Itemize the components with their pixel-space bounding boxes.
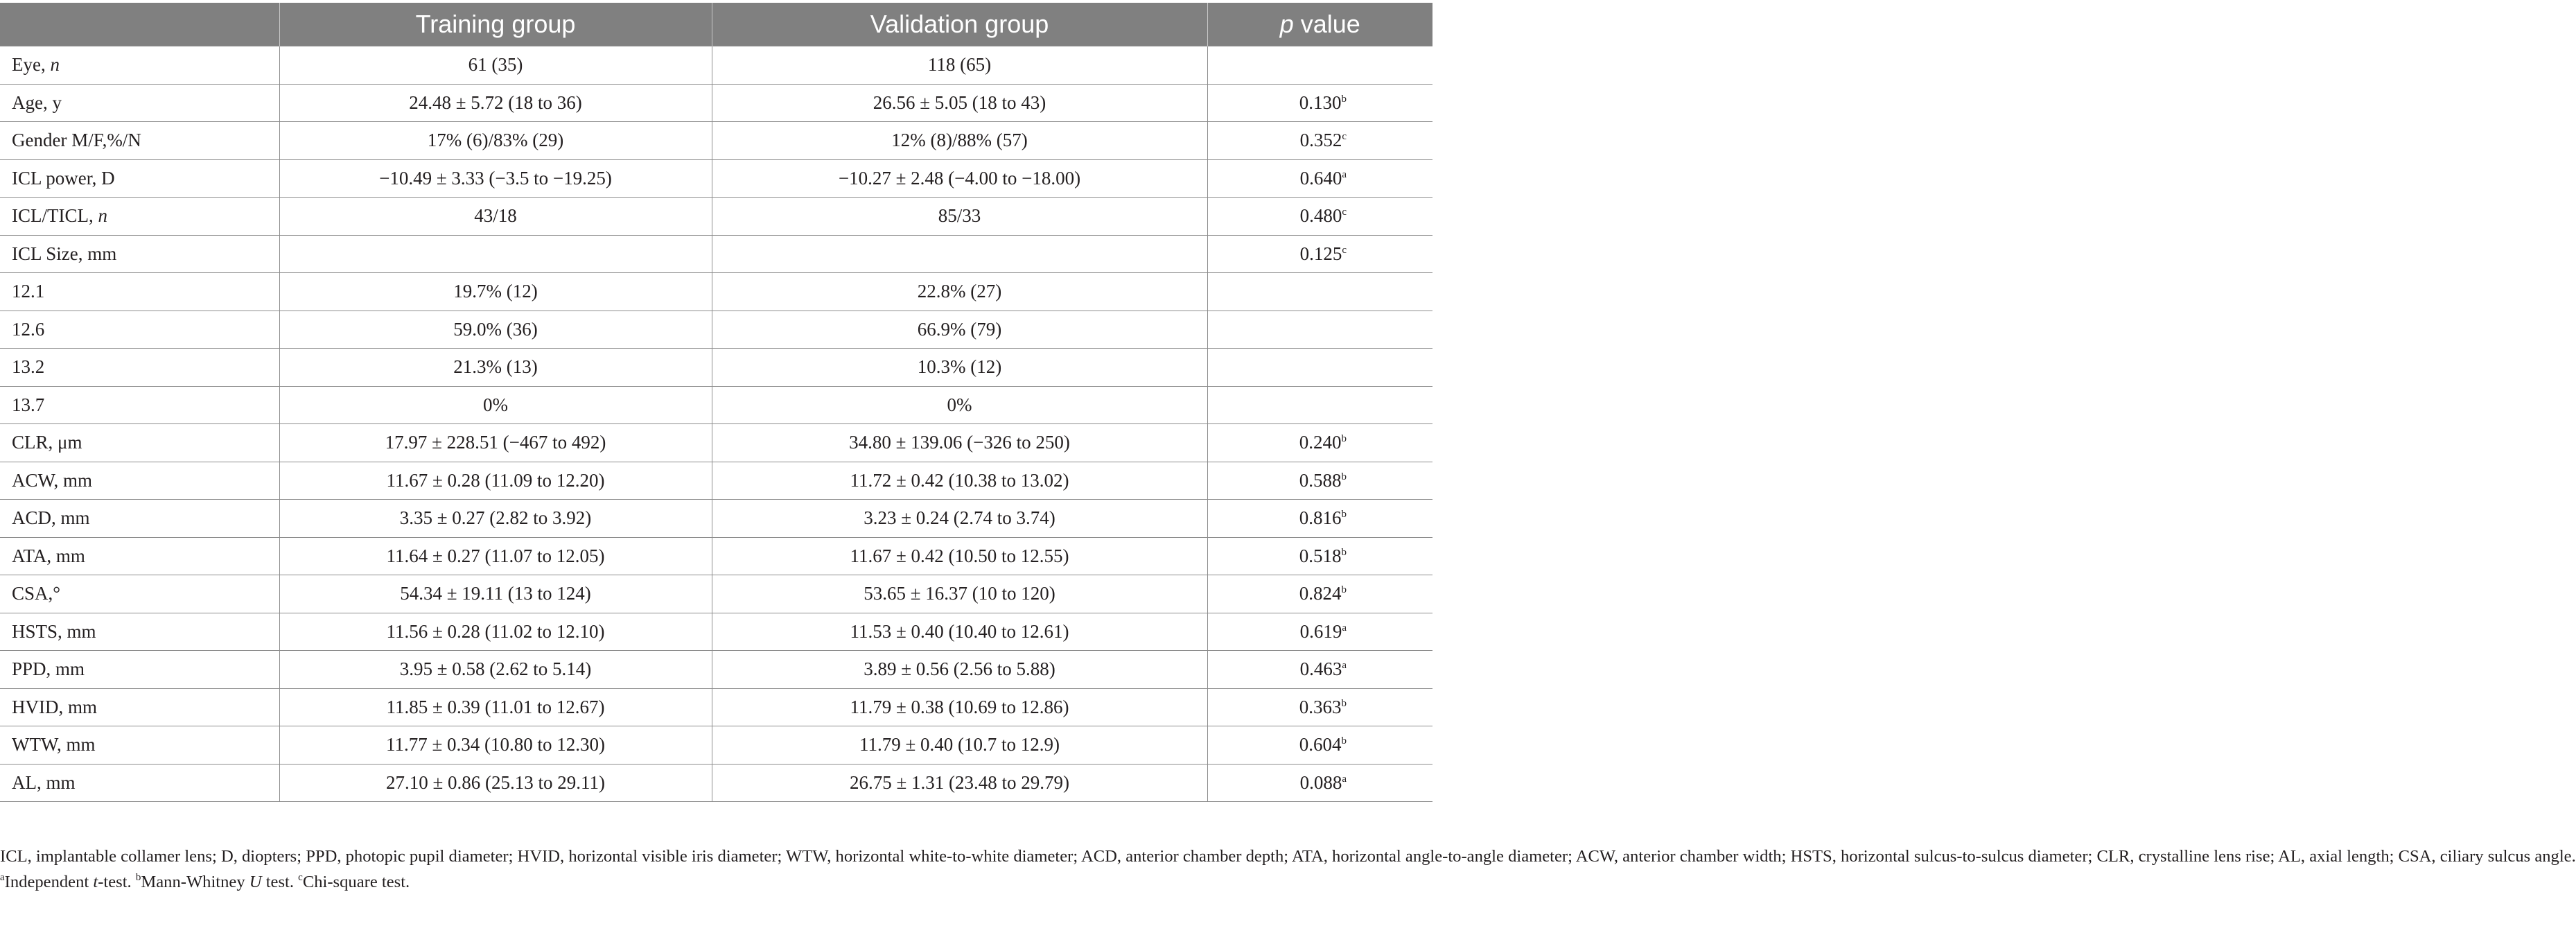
table-row <box>0 159 1432 198</box>
p-value-cell <box>1207 273 1432 311</box>
row-label-cell: ICL/TICL, n <box>0 198 279 236</box>
table-row <box>0 84 1432 122</box>
row-label-cell: 12.1 <box>0 273 279 311</box>
table-row <box>0 651 1432 689</box>
test-marker: c <box>1342 207 1347 218</box>
test-marker: b <box>1341 546 1347 558</box>
test-marker: a <box>1342 168 1347 180</box>
row-label-cell: HSTS, mm <box>0 613 279 651</box>
training-value-cell: 3.95 ± 0.58 (2.62 to 5.14) <box>279 651 712 689</box>
table-row <box>0 537 1432 575</box>
validation-value-cell: 12% (8)/88% (57) <box>712 122 1207 160</box>
table-row <box>0 726 1432 765</box>
training-value-cell: 27.10 ± 0.86 (25.13 to 29.11) <box>279 764 712 802</box>
validation-value-cell: 118 (65) <box>712 46 1207 85</box>
table-row <box>0 198 1432 236</box>
validation-value-cell: 26.56 ± 5.05 (18 to 43) <box>712 84 1207 122</box>
test-marker: a <box>1342 773 1347 785</box>
header-cell-training: Training group <box>279 3 712 46</box>
p-value-cell: 0.130$^b$ <box>1207 84 1432 122</box>
training-value-cell: 54.34 ± 19.11 (13 to 124) <box>279 575 712 613</box>
table-row <box>0 273 1432 311</box>
p-value-cell <box>1207 311 1432 349</box>
table-row <box>0 349 1432 387</box>
p-value-cell: 0.588$^b$ <box>1207 462 1432 500</box>
test-marker: a <box>1342 660 1347 672</box>
table-row <box>0 235 1432 273</box>
training-value-cell: 19.7% (12) <box>279 273 712 311</box>
test-marker: b <box>1341 471 1347 482</box>
validation-value-cell: −10.27 ± 2.48 (−4.00 to −18.00) <box>712 159 1207 198</box>
validation-value-cell: 3.23 ± 0.24 (2.74 to 3.74) <box>712 500 1207 538</box>
validation-value-cell: 11.67 ± 0.42 (10.50 to 12.55) <box>712 537 1207 575</box>
table-row <box>0 424 1432 462</box>
header-row <box>0 3 1432 46</box>
validation-value-cell: 85/33 <box>712 198 1207 236</box>
footnote-abbreviations: ICL, implantable collamer lens; D, diopters; PPD, photopic pupil diameter; HVID, horizontal visible iris diameter; WTW, horizontal white-to-white diameter; ACD, anterior chamber depth; ATA, horizontal angle-to-angle diameter; ACW, anterior chamber width; HSTS, horizontal sulcus-to-sulcus diameter; CLR, crystalline lens rise; AL, axial length; CSA, ciliary sulcus angle. <box>0 847 2576 866</box>
row-label-cell: ACD, mm <box>0 500 279 538</box>
table-row <box>0 613 1432 651</box>
test-marker: b <box>1341 433 1347 445</box>
row-label-cell: Gender M/F,%/N <box>0 122 279 160</box>
validation-value-cell: 11.72 ± 0.42 (10.38 to 13.02) <box>712 462 1207 500</box>
p-value-cell: 0.125$^c$ <box>1207 235 1432 273</box>
training-value-cell: 11.56 ± 0.28 (11.02 to 12.10) <box>279 613 712 651</box>
header-cell-p-value: p value <box>1207 3 1432 46</box>
data-table-container <box>0 3 1432 802</box>
p-value-cell <box>1207 349 1432 387</box>
row-label-cell: Age, y <box>0 84 279 122</box>
test-marker: b <box>1341 93 1347 105</box>
table-row <box>0 122 1432 160</box>
row-label-cell: HVID, mm <box>0 688 279 726</box>
footnote-marker: a <box>0 872 5 883</box>
training-value-cell: 17% (6)/83% (29) <box>279 122 712 160</box>
training-value-cell: 11.64 ± 0.27 (11.07 to 12.05) <box>279 537 712 575</box>
training-value-cell: 24.48 ± 5.72 (18 to 36) <box>279 84 712 122</box>
validation-value-cell <box>712 235 1207 273</box>
validation-value-cell: 26.75 ± 1.31 (23.48 to 29.79) <box>712 764 1207 802</box>
p-value-cell: 0.480$^c$ <box>1207 198 1432 236</box>
p-value-cell <box>1207 386 1432 424</box>
training-value-cell: −10.49 ± 3.33 (−3.5 to −19.25) <box>279 159 712 198</box>
table-row <box>0 46 1432 85</box>
test-marker: b <box>1341 509 1347 521</box>
test-marker: a <box>1342 622 1347 634</box>
table-row <box>0 575 1432 613</box>
p-value-cell: 0.088$^a$ <box>1207 764 1432 802</box>
p-value-cell: 0.816$^b$ <box>1207 500 1432 538</box>
header-cell-variable <box>0 3 279 46</box>
validation-value-cell: 53.65 ± 16.37 (10 to 120) <box>712 575 1207 613</box>
row-label-cell: 13.7 <box>0 386 279 424</box>
validation-value-cell: 11.79 ± 0.38 (10.69 to 12.86) <box>712 688 1207 726</box>
validation-value-cell: 0% <box>712 386 1207 424</box>
row-label-cell: AL, mm <box>0 764 279 802</box>
training-value-cell: 43/18 <box>279 198 712 236</box>
training-value-cell: 11.77 ± 0.34 (10.80 to 12.30) <box>279 726 712 765</box>
validation-value-cell: 10.3% (12) <box>712 349 1207 387</box>
test-marker: b <box>1341 584 1347 596</box>
validation-value-cell: 11.53 ± 0.40 (10.40 to 12.61) <box>712 613 1207 651</box>
p-value-cell: 0.640$^a$ <box>1207 159 1432 198</box>
table-row <box>0 386 1432 424</box>
training-value-cell: 3.35 ± 0.27 (2.82 to 3.92) <box>279 500 712 538</box>
validation-value-cell: 34.80 ± 139.06 (−326 to 250) <box>712 424 1207 462</box>
p-value-cell: 0.604$^b$ <box>1207 726 1432 765</box>
p-value-cell: 0.352$^c$ <box>1207 122 1432 160</box>
table-row <box>0 462 1432 500</box>
table-row <box>0 764 1432 802</box>
row-label-cell: ICL Size, mm <box>0 235 279 273</box>
training-value-cell <box>279 235 712 273</box>
row-label-cell: ATA, mm <box>0 537 279 575</box>
training-value-cell: 0% <box>279 386 712 424</box>
training-value-cell: 11.85 ± 0.39 (11.01 to 12.67) <box>279 688 712 726</box>
row-label-cell: PPD, mm <box>0 651 279 689</box>
test-marker: c <box>1342 244 1347 256</box>
test-marker: c <box>1342 131 1347 143</box>
row-label-cell: WTW, mm <box>0 726 279 765</box>
training-value-cell: 21.3% (13) <box>279 349 712 387</box>
test-marker: b <box>1341 697 1347 709</box>
test-marker: b <box>1341 735 1347 747</box>
training-value-cell: 17.97 ± 228.51 (−467 to 492) <box>279 424 712 462</box>
validation-value-cell: 22.8% (27) <box>712 273 1207 311</box>
p-value-cell: 0.619$^a$ <box>1207 613 1432 651</box>
footnote-marker: c <box>298 872 303 883</box>
validation-value-cell: 66.9% (79) <box>712 311 1207 349</box>
table-footnote <box>0 844 2576 895</box>
training-value-cell: 11.67 ± 0.28 (11.09 to 12.20) <box>279 462 712 500</box>
table-row <box>0 500 1432 538</box>
p-value-cell: 0.463$^a$ <box>1207 651 1432 689</box>
row-label-cell: CLR, μm <box>0 424 279 462</box>
footnote-marker: b <box>135 872 141 883</box>
row-label-cell: Eye, n <box>0 46 279 85</box>
comparison-table <box>0 3 1432 802</box>
row-label-cell: 13.2 <box>0 349 279 387</box>
p-value-cell: 0.240$^b$ <box>1207 424 1432 462</box>
footnote-tests: $^a$Independent t-test. $^b$Mann-Whitney U test. $^c$Chi-square test. <box>0 872 410 891</box>
row-label-cell: ICL power, D <box>0 159 279 198</box>
validation-value-cell: 3.89 ± 0.56 (2.56 to 5.88) <box>712 651 1207 689</box>
p-value-cell: 0.824$^b$ <box>1207 575 1432 613</box>
header-cell-validation: Validation group <box>712 3 1207 46</box>
p-value-cell: 0.363$^b$ <box>1207 688 1432 726</box>
p-value-cell: 0.518$^b$ <box>1207 537 1432 575</box>
table-row <box>0 311 1432 349</box>
training-value-cell: 59.0% (36) <box>279 311 712 349</box>
table-row <box>0 688 1432 726</box>
row-label-cell: ACW, mm <box>0 462 279 500</box>
p-value-cell <box>1207 46 1432 85</box>
table-body <box>0 46 1432 802</box>
validation-value-cell: 11.79 ± 0.40 (10.7 to 12.9) <box>712 726 1207 765</box>
row-label-cell: CSA,° <box>0 575 279 613</box>
row-label-cell: 12.6 <box>0 311 279 349</box>
training-value-cell: 61 (35) <box>279 46 712 85</box>
